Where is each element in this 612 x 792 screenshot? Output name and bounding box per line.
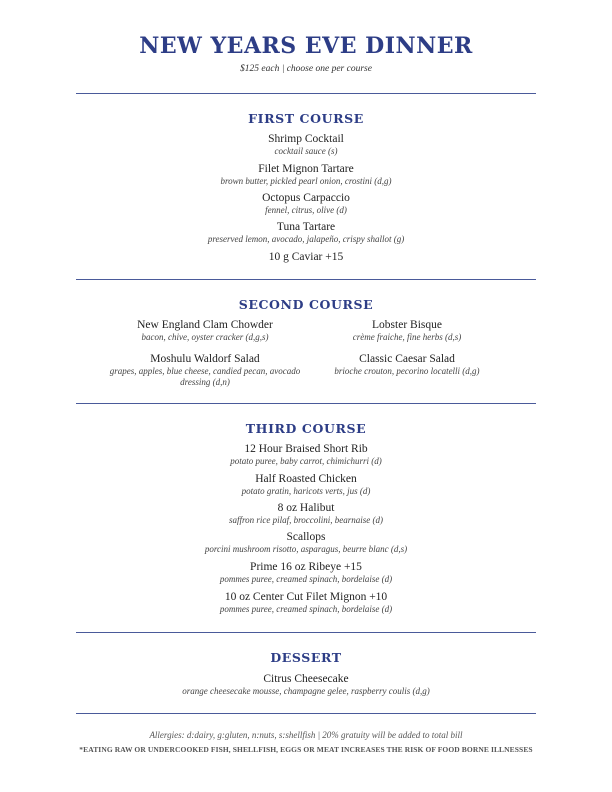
item-name: Tuna Tartare bbox=[276, 221, 336, 233]
item-description: brioche crouton, pecorino locatelli (d,g) bbox=[334, 366, 480, 376]
item-description: orange cheesecake mousse, champagne gelee, raspberry coulis (d,g) bbox=[182, 686, 430, 696]
menu-item bbox=[307, 353, 507, 377]
menu-item bbox=[105, 353, 305, 388]
item-name: Moshulu Waldorf Salad bbox=[150, 353, 260, 365]
food-safety-warning: *EATING RAW OR UNDERCOOKED FISH, SHELLFISH, EGGS OR MEAT INCREASES THE RISK OF FOOD BORNE ILLNESSES bbox=[79, 745, 533, 754]
item-name: Half Roasted Chicken bbox=[255, 473, 357, 485]
price-subtitle: $125 each | choose one per course bbox=[240, 64, 372, 74]
item-description: crème fraiche, fine herbs (d,s) bbox=[352, 332, 462, 342]
item-description: brown butter, pickled pearl onion, crostini (d,g) bbox=[220, 176, 392, 186]
menu-item bbox=[0, 192, 612, 216]
item-name: Shrimp Cocktail bbox=[268, 133, 344, 145]
item-description: cocktail sauce (s) bbox=[274, 146, 338, 156]
item-description: bacon, chive, oyster cracker (d,g,s) bbox=[141, 332, 269, 342]
section-title-second-course: SECOND COURSE bbox=[238, 297, 374, 312]
menu-item bbox=[0, 473, 612, 497]
divider bbox=[76, 713, 536, 714]
menu-item bbox=[0, 221, 612, 245]
item-name: Filet Mignon Tartare bbox=[258, 163, 354, 175]
section-title-third-course: THIRD COURSE bbox=[245, 421, 367, 436]
divider bbox=[76, 403, 536, 404]
menu-item bbox=[0, 561, 612, 585]
item-description: preserved lemon, avocado, jalapeño, crispy shallot (g) bbox=[207, 234, 405, 244]
menu-item bbox=[0, 531, 612, 555]
menu-item bbox=[0, 163, 612, 187]
item-description: saffron rice pilaf, broccolini, bearnaise (d) bbox=[228, 515, 384, 525]
item-name: Lobster Bisque bbox=[372, 319, 442, 331]
menu-item bbox=[307, 319, 507, 343]
menu-item bbox=[0, 673, 612, 697]
item-name: 10 oz Center Cut Filet Mignon +10 bbox=[224, 591, 388, 603]
item-description: pommes puree, creamed spinach, bordelaise (d) bbox=[219, 604, 393, 614]
menu-item bbox=[105, 319, 305, 343]
item-name: Citrus Cheesecake bbox=[263, 673, 349, 685]
divider bbox=[76, 279, 536, 280]
page-title: NEW YEARS EVE DINNER bbox=[139, 33, 473, 59]
divider bbox=[76, 93, 536, 94]
divider bbox=[76, 632, 536, 633]
item-name: New England Clam Chowder bbox=[137, 319, 273, 331]
item-description: porcini mushroom risotto, asparagus, beurre blanc (d,s) bbox=[204, 544, 408, 554]
item-description: grapes, apples, blue cheese, candied pecan, avocado dressing (d,n) bbox=[109, 366, 301, 387]
item-description: potato gratin, haricots verts, jus (d) bbox=[241, 486, 371, 496]
allergy-note: Allergies: d:dairy, g:gluten, n:nuts, s:shellfish | 20% gratuity will be added to total bill bbox=[149, 730, 463, 740]
section-title-dessert: DESSERT bbox=[270, 650, 342, 665]
item-name: Classic Caesar Salad bbox=[359, 353, 455, 365]
menu-item bbox=[0, 502, 612, 526]
menu-item bbox=[0, 443, 612, 467]
item-name: Prime 16 oz Ribeye +15 bbox=[250, 561, 362, 573]
item-name: Octopus Carpaccio bbox=[262, 192, 350, 204]
menu-item bbox=[0, 251, 612, 264]
item-name: 10 g Caviar +15 bbox=[268, 251, 344, 263]
menu-item bbox=[0, 591, 612, 615]
item-description: pommes puree, creamed spinach, bordelaise (d) bbox=[219, 574, 393, 584]
item-description: potato puree, baby carrot, chimichurri (d) bbox=[230, 456, 382, 466]
section-title-first-course: FIRST COURSE bbox=[248, 111, 364, 126]
item-name: Scallops bbox=[286, 531, 326, 543]
item-name: 8 oz Halibut bbox=[277, 502, 335, 514]
item-description: fennel, citrus, olive (d) bbox=[265, 205, 347, 215]
menu-item bbox=[0, 133, 612, 157]
item-name: 12 Hour Braised Short Rib bbox=[244, 443, 368, 455]
